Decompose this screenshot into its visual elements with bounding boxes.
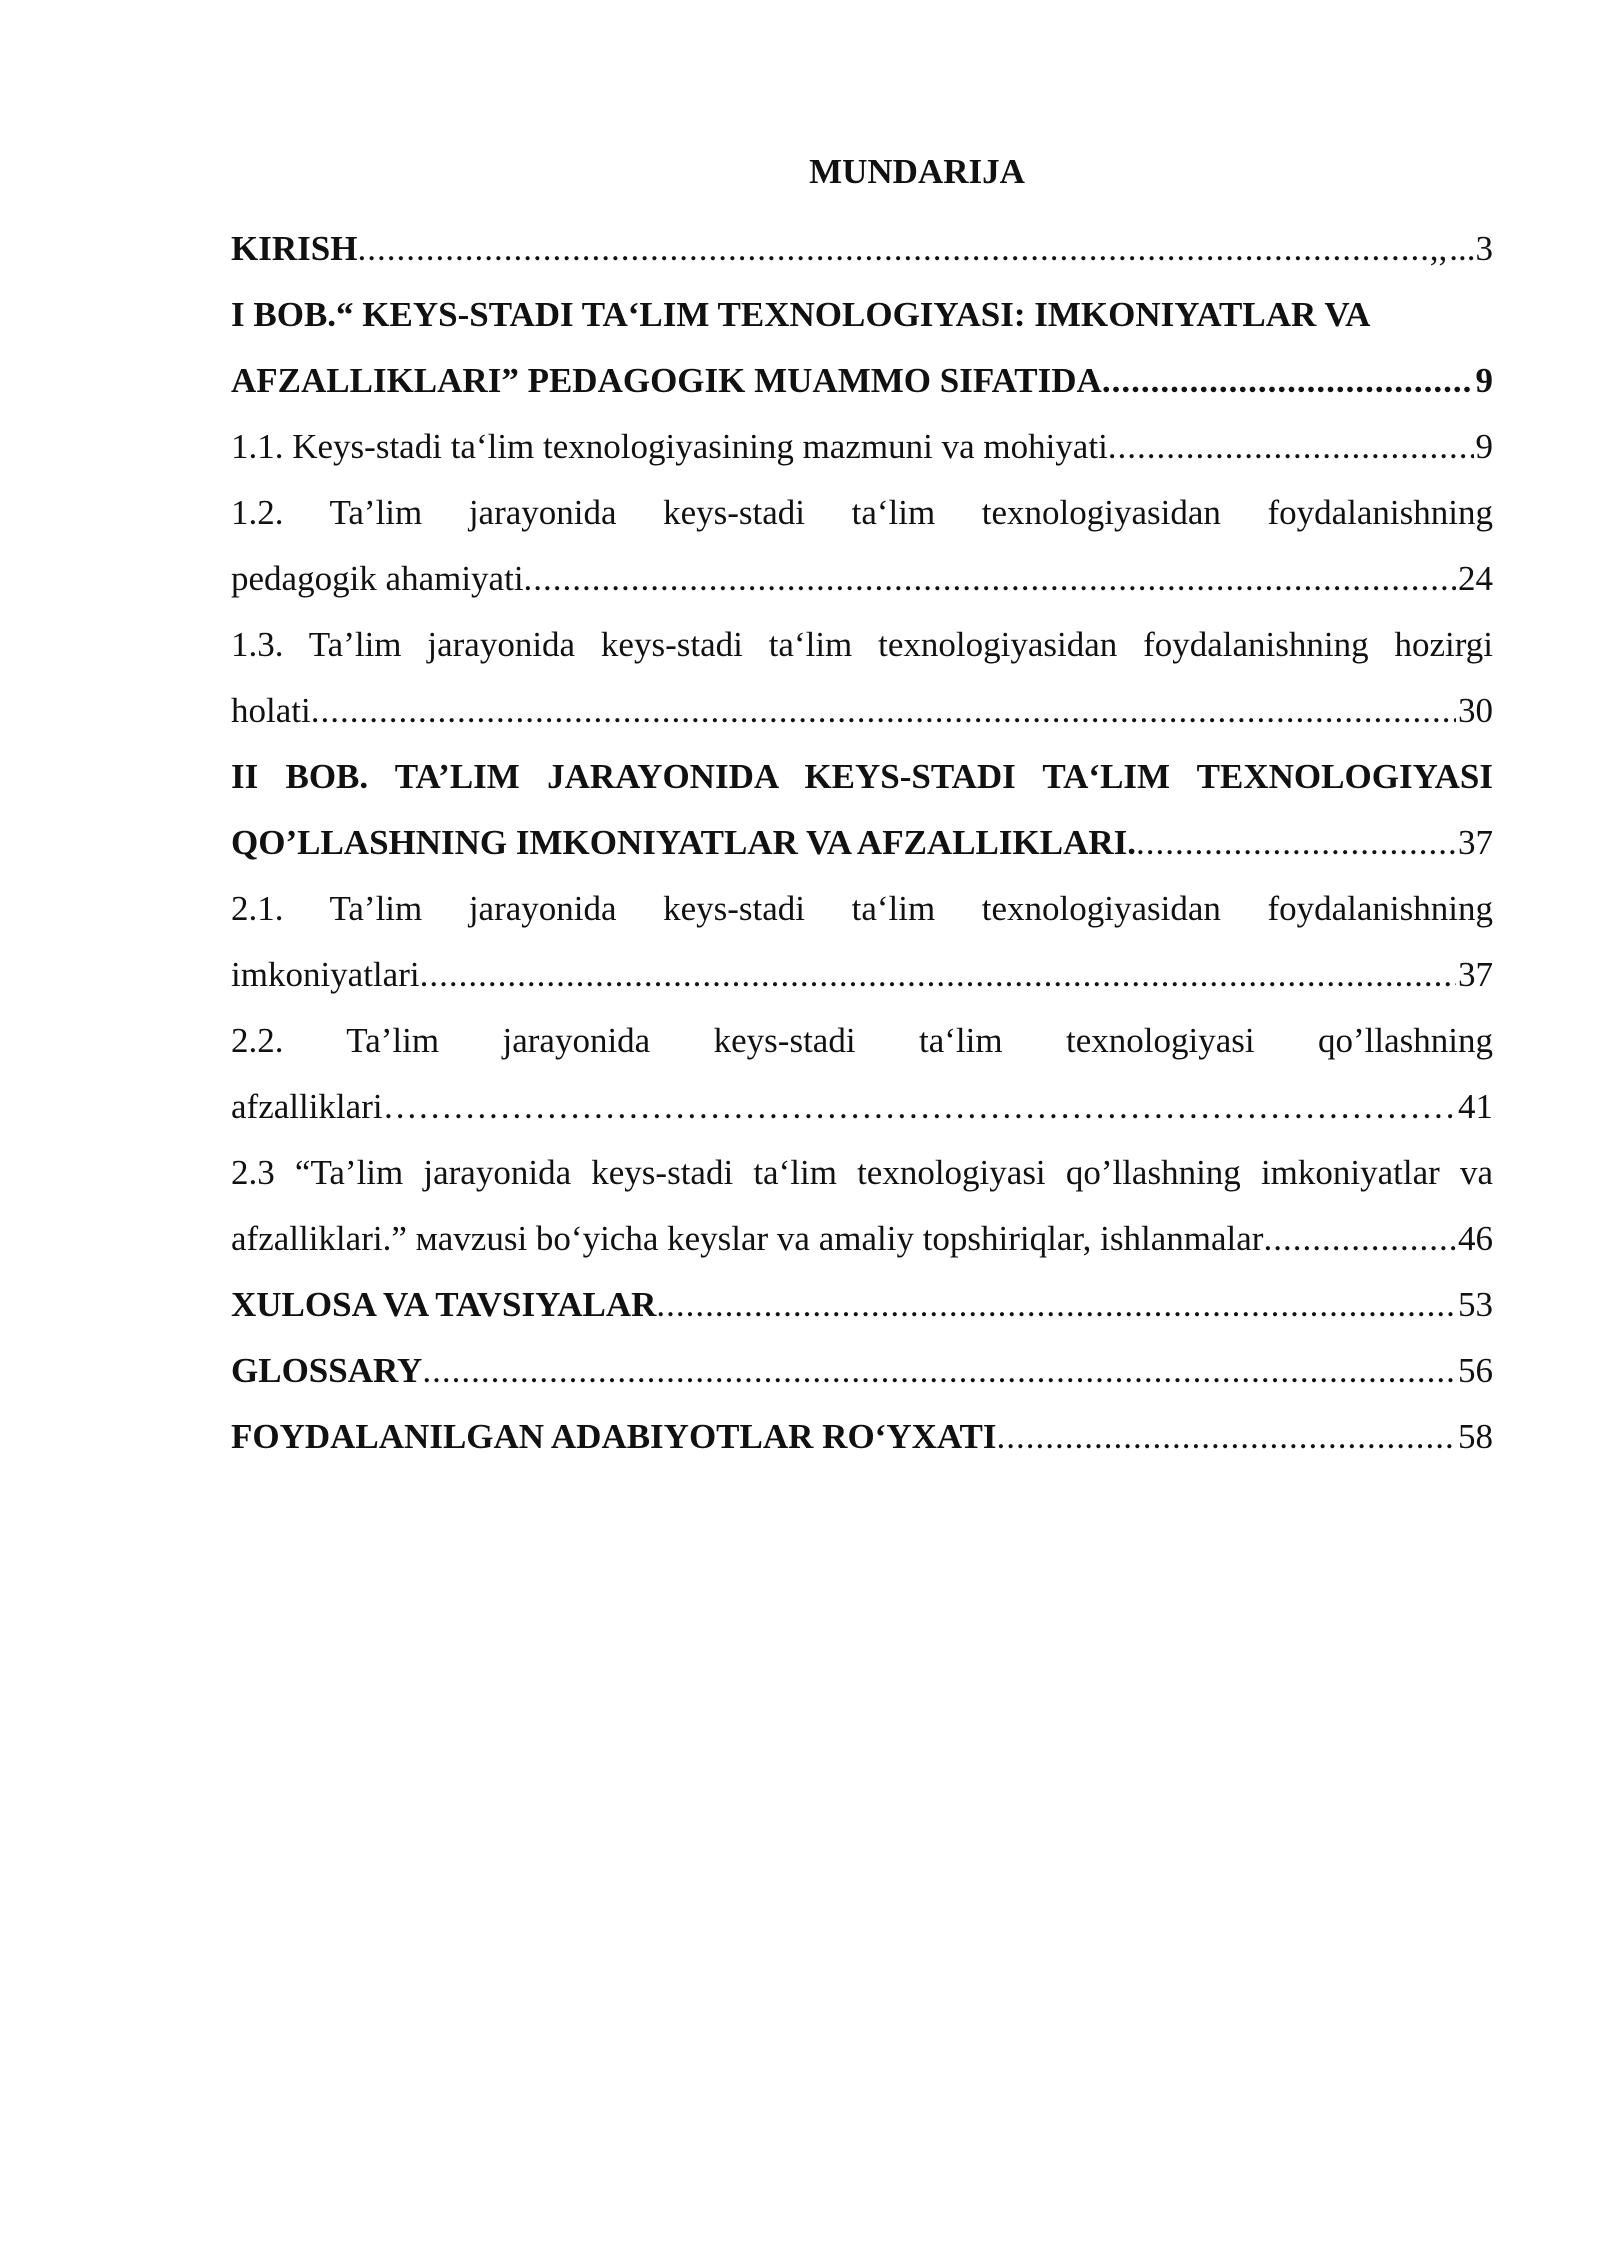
toc-entry-kirish[interactable] [231,216,1493,282]
toc-entry-label: KIRISH [231,229,358,268]
toc-entry-label: afzalliklari.” мavzusi bo‘yicha keyslar va amaliy topshiriqlar, ishlanmalar [231,1219,1264,1258]
toc-entry-page: 37 [1458,955,1493,994]
dot-leader [997,1404,1456,1470]
toc-entry-page: 37 [1458,823,1493,862]
toc-entry-page: 53 [1458,1285,1493,1324]
toc-entry-glossary[interactable] [231,1338,1493,1404]
toc-entry-page: 41 [1458,1087,1493,1126]
toc-entry-2-2[interactable] [231,1008,1493,1140]
toc-entry-label: II BOB. TA’LIM JARAYONIDA KEYS-STADI TA‘LIM TEXNOLOGIYASI [231,757,1493,796]
toc-entry-1-3[interactable] [231,612,1493,744]
toc-entry-label: GLOSSARY [231,1351,423,1390]
dot-leader [357,216,1427,282]
toc-entry-label: AFZALLIKLARI” PEDAGOGIK MUAMMO SIFATIDA [231,361,1102,400]
toc-entry-page: 9 [1475,361,1493,400]
toc-entry-page: 24 [1458,559,1493,598]
toc-entry-references[interactable] [231,1404,1493,1470]
toc-entry-label: QO’LLASHNING IMKONIYATLAR VA AFZALLIKLARI. [231,823,1137,862]
toc-entry-label: 2.1. Ta’lim jarayonida keys-stadi ta‘lim texnologiyasidan foydalanishning [231,889,1493,928]
dot-leader [524,546,1456,612]
toc-entry-page: 30 [1458,691,1493,730]
toc-entry-chapter-2[interactable] [231,744,1493,876]
toc-entry-label: 1.3. Ta’lim jarayonida keys-stadi ta‘lim texnologiyasidan foydalanishning hozirgi [231,625,1493,664]
toc-entry-page: ...3 [1449,229,1493,268]
toc-entry-label: I BOB.“ KEYS-STADI TA‘LIM TEXNOLOGIYASI: IMKONIYATLAR VA [231,295,1371,334]
toc-entry-label: pedagogik ahamiyati [231,559,524,598]
toc-entry-label: 1.1. Keys-stadi ta‘lim texnologiyasining mazmuni va mohiyati [231,427,1108,466]
toc-entry-page: 9 [1475,427,1493,466]
toc-entry-2-1[interactable] [231,876,1493,1008]
toc-entry-chapter-1[interactable] [231,282,1493,414]
dot-leader [1263,1206,1456,1272]
toc-entry-2-3[interactable] [231,1140,1493,1272]
toc-entry-label: holati [231,691,311,730]
dot-leader [422,1338,1456,1404]
toc-entry-label: 2.3 “Ta’lim jarayonida keys-stadi ta‘lim texnologiyasi qo’llashning imkoniyatlar va [231,1153,1493,1192]
toc-entry-1-1[interactable] [231,414,1493,480]
toc-title: MUNDARIJA [809,152,1025,191]
dot-leader [1136,810,1456,876]
dot-leader [1108,414,1474,480]
toc-entry-xulosa[interactable] [231,1272,1493,1338]
table-of-contents-page [231,150,1493,1470]
toc-entry-1-2[interactable] [231,480,1493,612]
toc-entry-page: 56 [1458,1351,1493,1390]
toc-entry-label: afzalliklari [231,1087,383,1126]
dot-leader [311,678,1456,744]
toc-entry-label: imkoniyatlari [231,955,420,994]
toc-entry-page: 58 [1458,1417,1493,1456]
toc-list [231,216,1493,1470]
toc-entry-label: 2.2. Ta’lim jarayonida keys-stadi ta‘lim texnologiyasi qo’llashning [231,1021,1493,1060]
dot-leader [383,1074,1456,1140]
toc-entry-label: 1.2. Ta’lim jarayonida keys-stadi ta‘lim texnologiyasidan foydalanishning [231,493,1493,532]
toc-entry-label: FOYDALANILGAN ADABIYOTLAR RO‘YXATI [231,1417,997,1456]
dot-leader [1102,348,1474,414]
toc-entry-label-line-1 [231,282,1493,348]
toc-entry-page: 46 [1458,1219,1493,1258]
prefix-marks: ,, [1429,229,1448,268]
toc-entry-label: XULOSA VA TAVSIYALAR [231,1285,657,1324]
dot-leader [420,942,1456,1008]
dot-leader [656,1272,1456,1338]
